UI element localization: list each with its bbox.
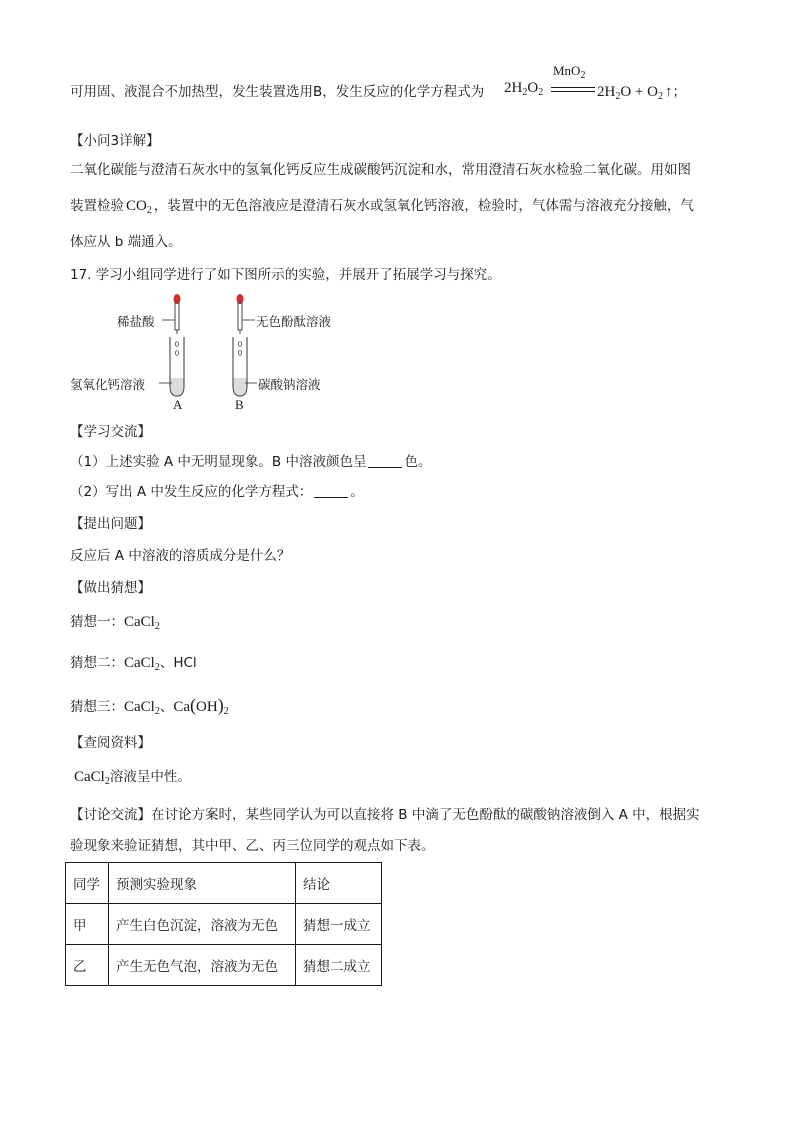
test-tube-a	[170, 337, 184, 396]
table-row	[66, 945, 382, 986]
table-cell: 猜想一成立	[296, 904, 382, 945]
heading-question: 【提出问题】	[70, 516, 151, 532]
test-tubes-svg	[70, 290, 360, 415]
table-cell: 甲	[66, 904, 109, 945]
answer-text: 可用固、液混合不加热型，发生装置选用B，发生反应的化学方程式为	[70, 84, 485, 100]
guess-2: 猜想二：CaCl$_2$、HCl	[70, 655, 197, 673]
guess-3: 猜想三：CaCl$_2$、$Ca(OH)_2$	[70, 695, 229, 717]
equation-product: $2H_2O + O_2$ ↑；	[597, 84, 686, 102]
test-tube-b	[233, 337, 247, 396]
heading-info: 【查阅资料】	[70, 735, 151, 751]
sub-question-1: （1）上述实验 A 中无明显现象。B 中溶液颜色呈 色。	[70, 454, 432, 470]
dropper-b	[237, 294, 244, 334]
tube-b-label: B	[235, 397, 244, 412]
table-cell: 产生无色气泡，溶液为无色	[109, 945, 296, 986]
heading-study: 【学习交流】	[70, 424, 151, 440]
heading-guess: 【做出猜想】	[70, 580, 151, 596]
table-row	[66, 904, 382, 945]
equation-equal-top	[551, 87, 595, 89]
equation-equal-bottom	[551, 91, 595, 93]
label-phenolphthalein: 无色酚酞溶液	[256, 314, 332, 329]
question-text: 反应后 A 中溶液的溶质成分是什么？	[70, 548, 291, 564]
gas-arrow-icon: ↑	[664, 84, 673, 100]
table-cell: 乙	[66, 945, 109, 986]
tube-a-label: A	[173, 397, 183, 412]
label-dilute-hcl: 稀盐酸	[117, 314, 155, 329]
question-17: 17. 学习小组同学进行了如下图所示的实验，并展开了拓展学习与探究。	[70, 267, 501, 283]
discussion-line2: 验现象来验证猜想，其中甲、乙、丙三位同学的观点如下表。	[70, 838, 435, 854]
para-q3-line3: 体应从 b 端通入。	[70, 234, 182, 250]
dropper-a	[174, 294, 181, 334]
para-q3-line1: 二氧化碳能与澄清石灰水中的氢氧化钙反应生成碳酸钙沉淀和水，常用澄清石灰水检验二氧化碳。用如图	[70, 162, 691, 178]
equation-catalyst: MnO$_2$	[553, 63, 586, 81]
heading-q3: 【小问3详解】	[70, 133, 160, 149]
info-text: CaCl$_2$溶液呈中性。	[74, 769, 191, 787]
equation-reactant: $2H_2O_2$	[504, 80, 544, 98]
label-sodium-carbonate: 碳酸钠溶液	[258, 377, 321, 392]
table-header-cell: 结论	[296, 863, 382, 904]
sub-question-2: （2）写出 A 中发生反应的化学方程式： 。	[70, 484, 364, 500]
guess-1: 猜想一：CaCl$_2$	[70, 614, 160, 632]
table-header-cell: 同学	[66, 863, 109, 904]
label-calcium-hydroxide: 氢氧化钙溶液	[70, 377, 146, 392]
answer-blank-2[interactable]	[314, 483, 348, 498]
table-cell: 产生白色沉淀，溶液为无色	[109, 904, 296, 945]
table-header-cell: 预测实验现象	[109, 863, 296, 904]
answer-blank-1[interactable]	[368, 453, 402, 468]
discussion-line1: 【讨论交流】在讨论方案时，某些同学认为可以直接将 B 中滴了无色酚酞的碳酸钠溶液倒入 A 中，根据实	[70, 807, 700, 823]
experiment-diagram	[70, 290, 360, 415]
table-cell: 猜想二成立	[296, 945, 382, 986]
para-q3-line2: 装置检验 $CO_2$ ，装置中的无色溶液应是澄清石灰水或氢氧化钙溶液，检验时，气体需与溶液充分接触，气	[70, 198, 694, 216]
viewpoints-table	[65, 862, 382, 986]
answer-line-equation	[70, 82, 484, 102]
table-header-row	[66, 863, 382, 904]
